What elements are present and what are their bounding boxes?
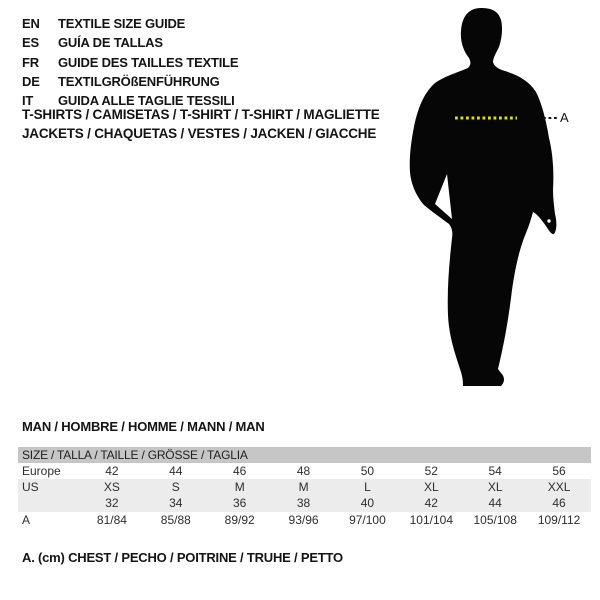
- table-cell: M: [234, 480, 245, 495]
- table-cell: 89/92: [224, 512, 255, 527]
- table-cell: XS: [103, 480, 120, 495]
- table-cell: 105/108: [473, 512, 517, 527]
- table-cell: 93/96: [288, 512, 319, 527]
- table-cell: 44: [488, 496, 502, 511]
- table-cell: 38: [296, 496, 311, 511]
- table-cell: L: [364, 480, 371, 495]
- table-cell: 46: [552, 496, 566, 511]
- table-cell: 56: [552, 464, 566, 479]
- table-cell: XL: [423, 480, 439, 495]
- table-cell: 85/88: [160, 512, 191, 527]
- table-cell: XL: [487, 480, 503, 495]
- table-cell: 36: [233, 496, 247, 511]
- measure-label-a: A: [560, 110, 569, 125]
- man-silhouette-shape: [410, 8, 557, 386]
- table-cell: 97/100: [349, 512, 386, 527]
- language-code: ES: [22, 35, 39, 51]
- language-row: [22, 53, 238, 72]
- language-code: DE: [22, 73, 40, 89]
- table-cell: 44: [169, 464, 183, 479]
- language-label: GUIDA ALLE TAGLIE TESSILI: [58, 93, 235, 109]
- thumb-gap: [547, 219, 550, 222]
- table-cell: 48: [296, 464, 311, 479]
- table-cell: 52: [424, 464, 438, 479]
- table-cell: 50: [360, 464, 375, 479]
- size-table: [18, 447, 591, 528]
- table-cell: 54: [488, 464, 502, 479]
- table-cell: M: [298, 480, 309, 495]
- table-cell: 40: [360, 496, 375, 511]
- table-cell: 109/112: [537, 512, 581, 527]
- category-line-tshirts: T-SHIRTS / CAMISETAS / T-SHIRT / T-SHIRT / MAGLIETTE: [22, 107, 380, 122]
- language-code: FR: [22, 54, 39, 70]
- category-line-jackets: JACKETS / CHAQUETAS / VESTES / JACKEN / GIACCHE: [22, 126, 377, 141]
- table-row-us: [18, 479, 591, 495]
- table-cell: 101/104: [409, 512, 453, 527]
- language-label: GUÍA DE TALLAS: [58, 35, 163, 51]
- table-cell: S: [171, 480, 180, 495]
- language-label: GUIDE DES TAILLES TEXTILE: [58, 54, 239, 70]
- language-row: [22, 14, 238, 33]
- row-label: Europe: [22, 464, 61, 479]
- language-code: EN: [22, 16, 40, 31]
- table-cell: 42: [424, 496, 438, 511]
- size-table-header: SIZE / TALLA / TAILLE / GRÖSSE / TAGLIA: [18, 447, 591, 463]
- language-label: TEXTILGRÖßENFÜHRUNG: [58, 73, 220, 89]
- row-label: A: [22, 512, 31, 527]
- section-title-man: MAN / HOMBRE / HOMME / MANN / MAN: [22, 419, 265, 434]
- language-row: [22, 72, 238, 91]
- language-label: TEXTILE SIZE GUIDE: [58, 16, 186, 31]
- footnote-chest: A. (cm) CHEST / PECHO / POITRINE / TRUHE / PETTO: [22, 550, 343, 565]
- language-row: [22, 33, 238, 52]
- table-cell: 42: [105, 464, 119, 479]
- table-cell: XXL: [547, 480, 571, 495]
- table-cell: 46: [233, 464, 247, 479]
- table-cell: 34: [169, 496, 183, 511]
- garment-categories: [22, 105, 380, 143]
- table-row-europe: [18, 463, 591, 479]
- row-label: US: [22, 480, 39, 495]
- table-cell: 32: [105, 496, 119, 511]
- table-row-chest: [18, 512, 591, 528]
- table-row-numeric: [18, 495, 591, 511]
- man-silhouette: [400, 5, 565, 390]
- language-list: [22, 14, 238, 110]
- language-code: IT: [22, 93, 34, 109]
- table-cell: 81/84: [96, 512, 127, 527]
